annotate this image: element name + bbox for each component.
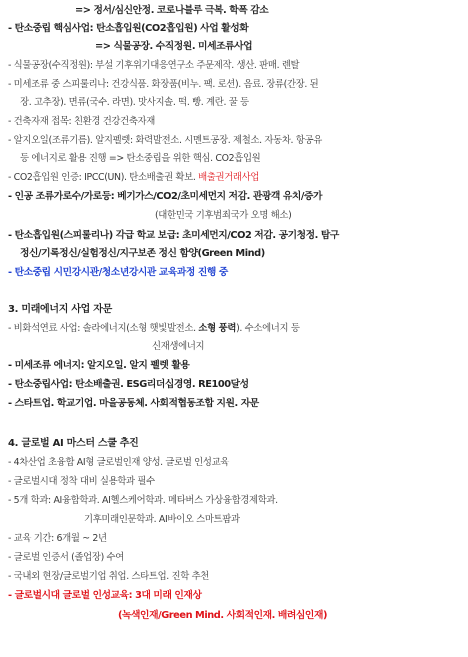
line-algae-oil: - 알지오일(조류기름). 알지펠렛: 화력발전소. 시멘트공장. 제철소. 자동차. 항공유 (8, 135, 322, 146)
line-education-period: - 교육 기간: 6개월 ~ 2년 (8, 533, 107, 544)
line-non-fossil-fuel: - 비화석연료 사업: 솔라에너지(소형 햇빛발전소. 소형 풍력). 수소에너지 등 (8, 323, 300, 334)
line-employment: - 국내외 현장/글로벌기업 취업. 스타트업. 진학 추천 (8, 571, 210, 582)
line-school-distribution-cont: 정신/기록정신/실험정신/지구보존 정신 함양(Green Mind) (20, 248, 265, 259)
section-3-heading: 3. 미래에너지 사업 자문 (8, 304, 112, 315)
line-startup-support: - 스타트업. 학교기업. 마을공동체. 사회적협동조합 지원. 자문 (8, 398, 259, 409)
emissions-trading-highlight: 배출권거래사업 (198, 172, 260, 183)
line-practical-departments: - 글로벌시대 정착 대비 실용학과 필수 (8, 476, 155, 487)
line-school-distribution: - 탄소흡입원(스피룰리나) 각급 학교 보급: 초미세먼지/CO2 저감. 공기청정. 탐구 (8, 230, 339, 241)
line-algae-oil-cont: 등 에너지로 활용 진행 => 탄소중립을 위한 핵심. CO2흡입원 (20, 153, 261, 164)
line-microalgae-energy: - 미세조류 에너지: 알지오일. 알지 펠렛 활용 (8, 360, 190, 371)
line-spirulina: - 미세조류 중 스피룰리나: 건강식품. 화장품(비누. 팩. 로션). 음료. 장류(간장. 된 (8, 79, 319, 90)
line-building-materials: - 건축자재 접목: 친환경 건강건축자재 (8, 116, 155, 127)
line-plant-factory: - 식물공장(수직정원): 부설 기후위기대응연구소 주문제작. 생산. 판매. 렌탈 (8, 60, 300, 71)
line-plant-factory-summary: => 식물공장. 수직정원. 미세조류사업 (95, 41, 253, 52)
line-emotional-stability: => 정서/심신안정. 코로나블루 극복. 학폭 감소 (75, 5, 269, 16)
line-five-departments-cont: 기후미래인문학과. AI바이오 스마트팜과 (84, 514, 240, 525)
line-global-certificate: - 글로벌 인증서 (졸업장) 수여 (8, 552, 124, 563)
line-citizen-monitor-course: - 탄소중립 시민강시관/청소년강시관 교육과정 진행 중 (8, 267, 228, 278)
line-global-talent: - 4차산업 초융합 AI형 글로벌인재 양성. 글로벌 인성교육 (8, 457, 229, 468)
line-three-talents: (녹색인재/Green Mind. 사회적인재. 배려심인재) (118, 610, 327, 621)
line-algae-streetlights: - 인공 조류가로수/가로등: 베기가스/CO2/초미세먼지 저감. 관광객 유치/증가 (8, 191, 323, 202)
line-spirulina-cont: 장. 고추장). 면류(국수. 라면). 맛사지솔. 떡. 빵. 계란. 꿀 등 (20, 97, 249, 108)
line-character-education: - 글로벌시대 글로벌 인성교육: 3대 미래 인재상 (8, 590, 202, 601)
line-co2-certification: - CO2흡입원 인증: IPCC(UN). 탄소배출권 확보. 배출권거래사업 (8, 172, 260, 183)
line-carbon-neutral-core: - 탄소중립 핵심사업: 탄소흡입원(CO2흡입원) 사업 활성화 (8, 23, 249, 34)
small-wind-highlight: 소형 풍력 (198, 323, 237, 334)
section-4-heading: 4. 글로벌 AI 마스터 스쿨 추진 (8, 438, 139, 449)
line-carbon-neutral-business: - 탄소중립사업: 탄소배출권. ESG리더십경영. RE100달성 (8, 379, 249, 390)
line-climate-crime-note: (대한민국 기후범죄국가 오명 해소) (155, 210, 292, 221)
line-renewable-energy: 신재생에너지 (152, 341, 205, 352)
line-five-departments: - 5개 학과: AI융합학과. AI헬스케어학과. 메타버스 가상융합경제학과. (8, 495, 278, 506)
